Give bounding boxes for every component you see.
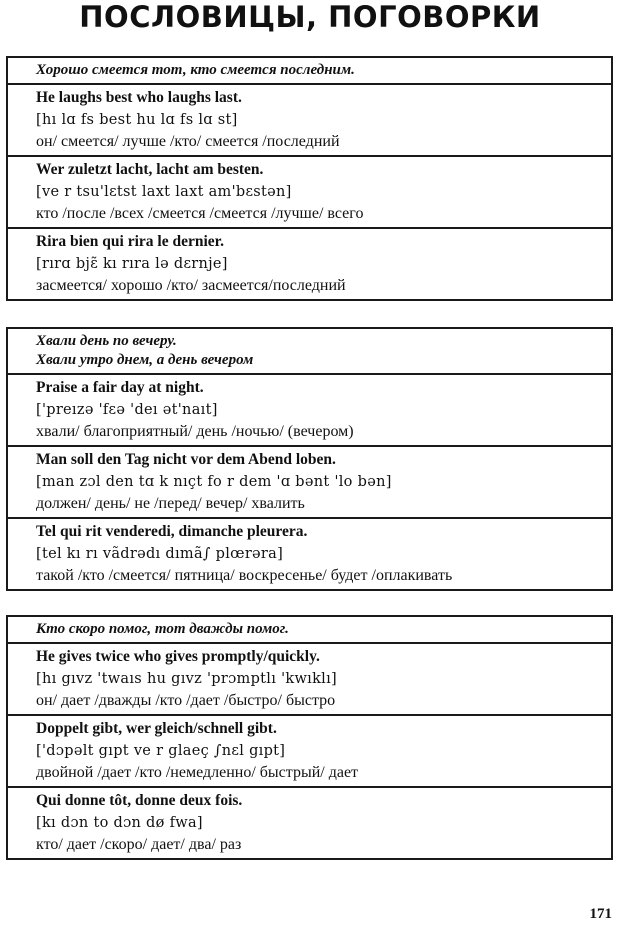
translation-text: он/ смеется/ лучше /кто/ смеется /последний	[36, 133, 340, 150]
proverb-entry-french	[8, 519, 611, 589]
proverb-text: Wer zuletzt lacht, lacht am besten.	[36, 161, 264, 178]
proverb-text: Doppelt gibt, wer gleich/schnell gibt.	[36, 720, 277, 737]
proverb-entry-german	[8, 716, 611, 788]
proverb-text: He laughs best who laughs last.	[36, 89, 242, 106]
proverb-entry-french	[8, 229, 611, 299]
proverb-entry-english	[8, 375, 611, 447]
proverb-text: He gives twice who gives promptly/quickly.	[36, 648, 320, 665]
translation-text: он/ дает /дважды /кто /дает /быстро/ быстро	[36, 692, 336, 709]
proverb-entry-english	[8, 85, 611, 157]
proverb-text: Praise a fair day at night.	[36, 379, 204, 396]
page-title: ПОСЛОВИЦЫ, ПОГОВОРКИ	[79, 0, 541, 34]
translation-text: должен/ день/ не /перед/ вечер/ хвалить	[36, 495, 305, 512]
proverb-text: Rira bien qui rira le dernier.	[36, 233, 224, 250]
proverb-text: Man soll den Tag nicht vor dem Abend loben.	[36, 451, 336, 468]
translation-text: хвали/ благоприятный/ день /ночью/ (вечером)	[36, 423, 354, 440]
proverb-text: Qui donne tôt, donne deux fois.	[36, 792, 243, 809]
proverb-entry-german	[8, 157, 611, 229]
proverb-table-3	[6, 615, 613, 860]
header-line: Хвали день по вечеру.	[36, 333, 177, 349]
transcription-text: ['preızə 'fɛə 'deı ət'naıt]	[36, 402, 218, 418]
page-number: 171	[589, 906, 612, 922]
proverb-text: Tel qui rit venderedi, dimanche pleurera.	[36, 523, 308, 540]
translation-text: кто /после /всех /смеется /смеется /лучше/ всего	[36, 205, 364, 222]
russian-proverb-header	[8, 617, 611, 644]
header-line: Кто скоро помог, тот дважды помог.	[36, 621, 289, 637]
transcription-text: ['dɔpəlt gıpt ve r glaeç ∫nɛl gıpt]	[36, 743, 286, 759]
transcription-text: [hı gıvz 'twaıs hu gıvz 'prɔmptlı 'kwıklı]	[36, 671, 338, 687]
proverb-table-2	[6, 327, 613, 591]
transcription-text: [ve r tsu'lɛtst laxt laxt am'bɛstən]	[36, 184, 292, 200]
russian-proverb-header	[8, 58, 611, 85]
translation-text: двойной /дает /кто /немедленно/ быстрый/ дает	[36, 764, 359, 781]
proverb-entry-french	[8, 788, 611, 858]
translation-text: такой /кто /смеется/ пятница/ воскресенье/ будет /оплакивать	[36, 567, 453, 584]
transcription-text: [tel kı rı vãdrədı dımã∫ plœrəra]	[36, 546, 284, 562]
proverb-entry-german	[8, 447, 611, 519]
proverb-table-1	[6, 56, 613, 301]
transcription-text: [kı dɔn to dɔn dø fwa]	[36, 815, 203, 831]
translation-text: засмеется/ хорошо /кто/ засмеется/последний	[36, 277, 346, 294]
header-line: Хвали утро днем, а день вечером	[36, 352, 254, 368]
transcription-text: [hı lɑ fs best hu lɑ fs lɑ st]	[36, 112, 238, 128]
proverb-entry-english	[8, 644, 611, 716]
russian-proverb-header	[8, 329, 611, 375]
transcription-text: [rırɑ bjɛ̃ kı rıra lə dɛrnje]	[36, 256, 228, 272]
translation-text: кто/ дает /скоро/ дает/ два/ раз	[36, 836, 242, 853]
transcription-text: [man zɔl den tɑ k nıçt fo r dem 'ɑ bənt 'lo bən]	[36, 474, 392, 490]
header-line: Хорошо смеется тот, кто смеется последним.	[36, 62, 355, 78]
